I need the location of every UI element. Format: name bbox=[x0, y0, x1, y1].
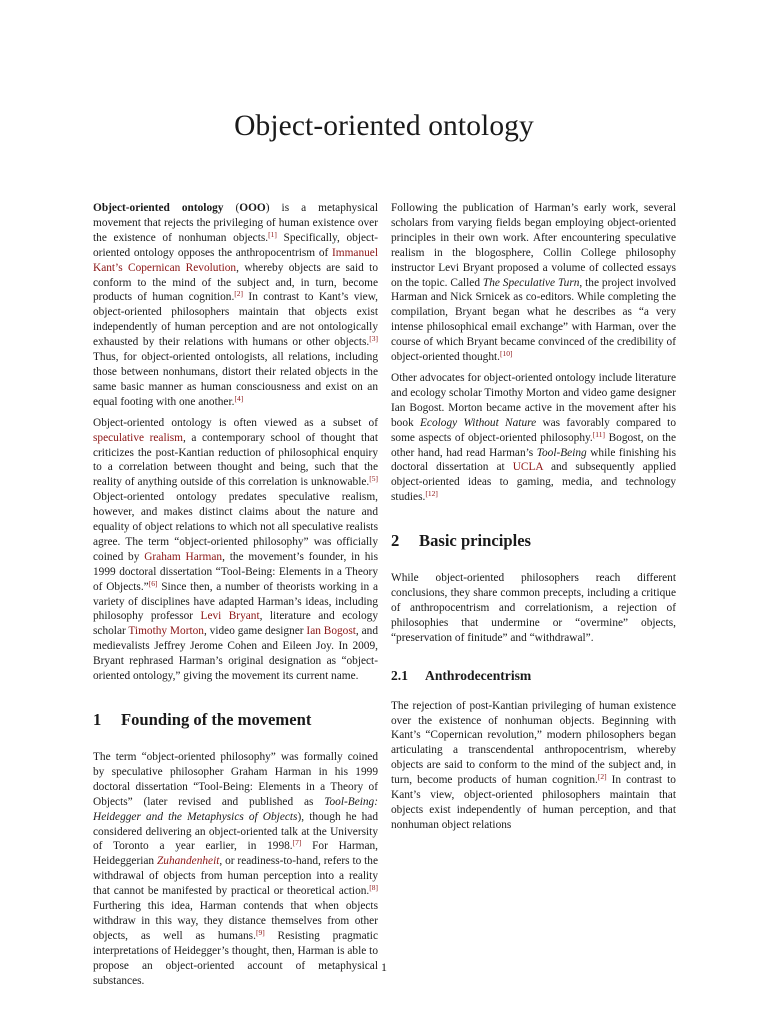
text: ), though he had considered delivering an object-oriented talk at the University of Toronto a year earlier, in 1998. bbox=[93, 810, 378, 853]
subsection-heading-anthrodecentrism bbox=[391, 668, 676, 684]
citation-link[interactable]: [6] bbox=[148, 578, 158, 588]
body-paragraph bbox=[93, 750, 378, 989]
link-kant[interactable]: Immanuel Kant’s Copernican Revolution bbox=[93, 246, 378, 274]
citation-link[interactable]: [7] bbox=[292, 838, 302, 848]
text: , or readiness-to-hand, refers to the withdrawal of objects from human perception into a reality that cannot be manifested by practical or theoretical action. bbox=[93, 855, 379, 898]
article-term: Object-oriented ontology bbox=[93, 202, 224, 214]
citation-link[interactable]: [11] bbox=[592, 429, 605, 439]
citation-link[interactable]: [8] bbox=[369, 883, 378, 893]
book-title: Tool-Being bbox=[536, 446, 587, 459]
citation-link[interactable]: [10] bbox=[500, 349, 513, 359]
text: while finishing his doctoral dissertation at bbox=[391, 446, 676, 474]
text: Following the publication of Harman’s early work, several scholars from varying fields began employing object-oriented principles in their own work. After encountering speculative realism in the blogosphere, Collin College philosophy instructor Levi Bryant proposed a volume of collected essays on the topic. Called bbox=[391, 202, 676, 289]
link-graham-harman[interactable]: Graham Harman bbox=[144, 550, 223, 563]
body-paragraph bbox=[93, 416, 378, 684]
text: In contrast to Kant’s view, object-oriented philosophers maintain that objects exist independently of human perception, and that nonhuman object relations bbox=[391, 774, 676, 831]
text: Object-oriented ontology predates speculative realism, however, and makes distinct claims about the nature and equality of object relations to which not all speculative realists agree. The term “object-oriented philosophy” was officially coined by bbox=[93, 491, 378, 563]
link-ian-bogost[interactable]: Ian Bogost bbox=[306, 625, 356, 638]
text: Furthering this idea, Harman contends that when objects withdraw in this way, they distance themselves from other objects, as well as humans. bbox=[93, 900, 378, 942]
page-title: Object-oriented ontology bbox=[234, 110, 534, 142]
body-paragraph bbox=[391, 371, 676, 505]
citation-link[interactable]: [5] bbox=[369, 474, 378, 484]
text: , whereby objects are said to conform to the mind of the subject and, in turn, become products of human cognition. bbox=[93, 261, 378, 304]
link-zuhandenheit[interactable]: Zuhandenheit bbox=[156, 855, 220, 868]
text: In contrast to Kant’s view, object-oriented philosophers maintain that objects exist independently of human perception and are not ontologically exhausted by their relations with humans or other objects. bbox=[93, 291, 378, 349]
citation-link[interactable]: [1] bbox=[268, 229, 277, 239]
section-title: Founding of the movement bbox=[121, 710, 312, 729]
text: , the movement’s founder, in his 1999 doctoral dissertation “Tool-Being: Elements in a Theory of Objects.” bbox=[93, 550, 379, 593]
intro-paragraph: Object-oriented ontology (OOO) is a metaphysical movement that rejects the privileging of human existence over the existence of nonhuman objects.[1] Specifically, object-oriented ontology opposes the anthropocentrism of Immanuel Kant’s Copernican Revolution, whereby objects are said to conform to the mind of the subject and, in turn, become products of human cognition.[2] In contrast to Kant’s view, object-oriented philosophers maintain that objects exist independently of human perception and are not ontologically exhausted by their relations with humans or other objects.[3] Thus, for object-oriented ontologists, all relations, including those between nonhumans, distort their related objects in the same basic manner as human consciousness and exist on an equal footing with one another.[4] bbox=[93, 202, 378, 408]
text: Bogost, on the other hand, had read Harman’s bbox=[391, 431, 676, 459]
text: Object-oriented ontology is often viewed as a subset of bbox=[93, 416, 378, 429]
citation-link[interactable]: [4] bbox=[234, 393, 244, 403]
book-title: Ecology Without Nature bbox=[420, 416, 537, 429]
body-paragraph: While object-oriented philosophers reach different conclusions, they share common precepts, including a critique of anthropocentrism and correlationism, a rejection of philosophies that undermine or “overmine” objects, “preservation of finitude” and “withdrawal”. bbox=[391, 572, 676, 644]
subsection-number: 2.1 bbox=[391, 667, 408, 683]
right-column bbox=[391, 201, 676, 839]
body-paragraph bbox=[391, 699, 676, 833]
text: The rejection of post-Kantian privileging of human existence over the existence of nonhuman objects. Beginning with Kant’s “Copernican revolution,” modern philosophers began articulating a transcendental anthropocentrism, whereby objects are said to conform to the mind of the subject and, in turn, become products of human cognition. bbox=[391, 699, 676, 787]
citation-link[interactable]: [3] bbox=[369, 334, 378, 344]
text: Specifically, object-oriented ontology opposes the anthropocentrism of bbox=[93, 231, 378, 259]
text: , a contemporary school of thought that criticizes the post-Kantian reduction of philosophical enquiry to a correlation between thought and being, such that the reality of anything outside of this correlation is unknowable. bbox=[93, 431, 378, 489]
text: Thus, for object-oriented ontologists, all relations, including those between nonhumans, distort their related objects in the same basic manner as human consciousness and exist on an equal footing with one another. bbox=[93, 351, 378, 408]
link-timothy-morton[interactable]: Timothy Morton bbox=[128, 625, 204, 638]
citation-link[interactable]: [9] bbox=[255, 927, 265, 937]
citation-link[interactable]: [12] bbox=[425, 489, 438, 499]
section-number: 2 bbox=[391, 531, 400, 551]
link-ucla[interactable]: UCLA bbox=[512, 461, 543, 474]
text: , and medievalists Jeffrey Jerome Cohen and Eileen Joy. In 2009, Bryant rephrased Harman’s original designation as “object-oriented ontology,” giving the movement its current name. bbox=[93, 625, 378, 683]
book-title: The Speculative Turn bbox=[482, 276, 580, 289]
text: and subsequently applied object-oriented ideas to gaming, media, and technology studies. bbox=[391, 461, 676, 504]
left-column bbox=[93, 201, 378, 995]
citation-link[interactable]: [2] bbox=[597, 772, 607, 782]
text: Resisting pragmatic interpretations of Heidegger’s thought, then, Harman is able to propose an object-oriented account of metaphysical substances. bbox=[93, 929, 378, 987]
acronym: OOO bbox=[239, 202, 266, 214]
link-speculative-realism[interactable]: speculative realism bbox=[93, 431, 183, 444]
text: is a metaphysical movement that rejects the privileging of human existence over the existence of nonhuman objects. bbox=[93, 202, 378, 244]
text: was favorably compared to some aspects of object-oriented philosophy. bbox=[391, 416, 676, 444]
section-heading-basic-principles bbox=[391, 531, 676, 551]
text: Since then, a number of theorists working in a variety of disciplines have adapted Harman’s ideas, including philosophy professor bbox=[93, 580, 378, 623]
subsection-title: Anthrodecentrism bbox=[425, 667, 532, 683]
text: , the project involved Harman and Nick Srnicek as co-editors. While completing the compilation, Bryant began what he describes as “a very intense philosophical email exchange” with Harman, over the course of which Bryant became convinced of the credibility of object-oriented thought. bbox=[391, 276, 676, 364]
book-title: Tool-Being: Heidegger and the Metaphysics of Objects bbox=[93, 795, 378, 823]
text: For Harman, Heideggerian bbox=[93, 840, 378, 868]
body-paragraph bbox=[391, 201, 676, 365]
section-title: Basic principles bbox=[419, 531, 532, 551]
page-number: 1 bbox=[381, 960, 387, 974]
section-number: 1 bbox=[93, 710, 102, 729]
citation-link[interactable]: [2] bbox=[234, 289, 244, 299]
text: The term “object-oriented philosophy” was formally coined by speculative philosopher Graham Harman in his 1999 doctoral dissertation “Tool-Being: Elements in a Theory of Objects” (later revised and published as bbox=[93, 751, 378, 808]
section-heading-founding bbox=[93, 710, 378, 730]
text: , literature and ecology scholar bbox=[93, 610, 378, 638]
link-levi-bryant[interactable]: Levi Bryant bbox=[200, 610, 260, 623]
text: , video game designer bbox=[203, 625, 307, 638]
text: Other advocates for object-oriented ontology include literature and ecology scholar Timothy Morton and video game designer Ian Bogost. Morton became active in the movement after his book bbox=[391, 371, 676, 429]
